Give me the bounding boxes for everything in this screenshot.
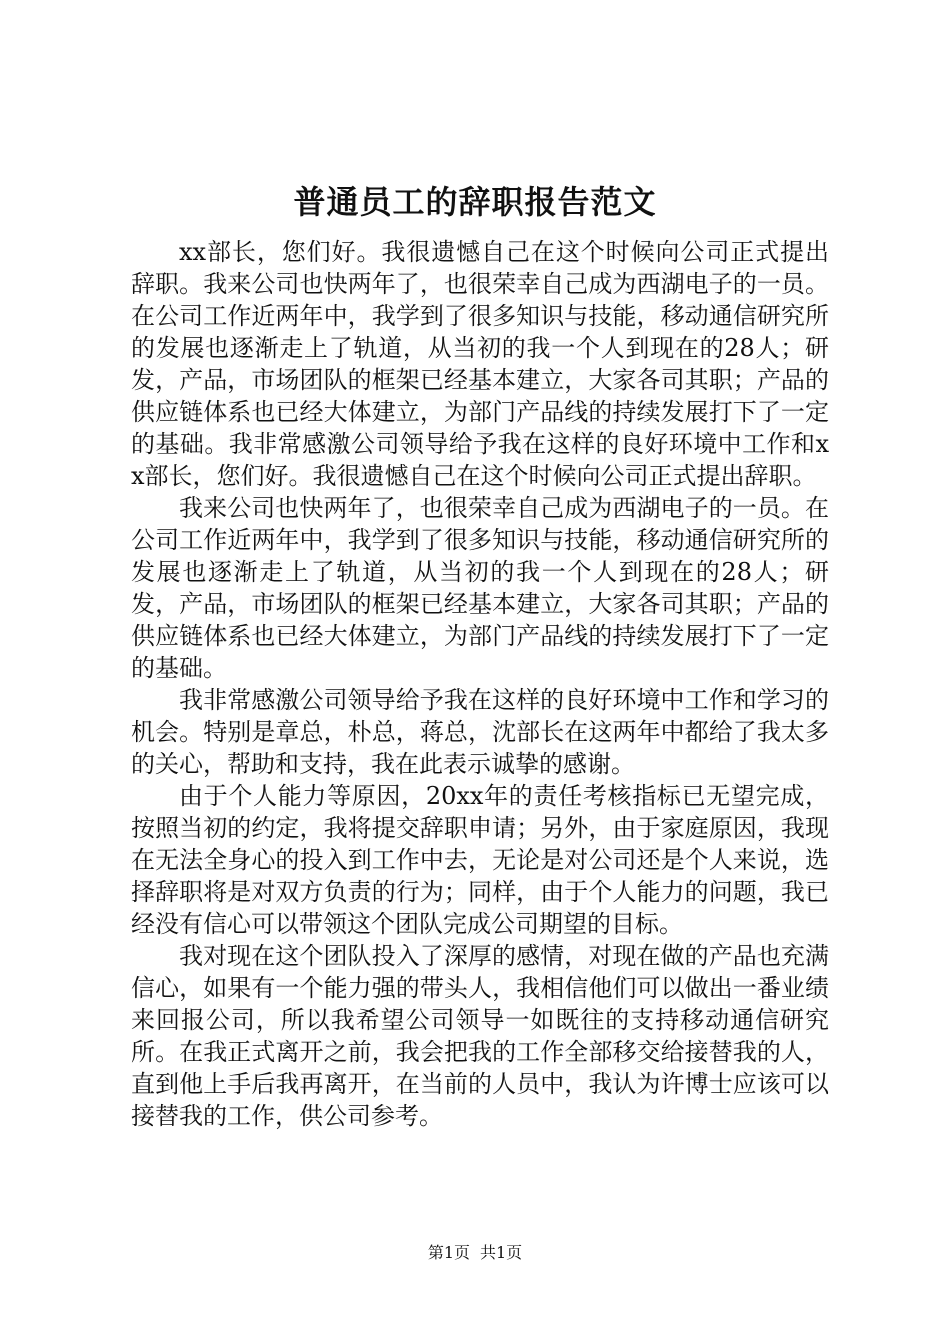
paragraph-5: 我对现在这个团队投入了深厚的感情，对现在做的产品也充满信心，如果有一个能力强的带头人，我相信他们可以做出一番业绩来回报公司，所以我希望公司领导一如既往的支持移动通信研究所。在我正式离开之前，我会把我的工作全部移交给接替我的人，直到他上手后我再离开，在当前的人员中，我认为许博士应该可以接替我的工作，供公司参考。 — [131, 942, 829, 1130]
document-title: 普通员工的辞职报告范文 — [293, 183, 657, 221]
page-number: 第1页 — [427, 1243, 470, 1262]
paragraph-3: 我非常感激公司领导给予我在这样的良好环境中工作和学习的机会。特别是章总，朴总，蒋总，沈部长在这两年中都给了我太多的关心，帮助和支持，我在此表示诚挚的感谢。 — [131, 686, 829, 778]
paragraph-4: 由于个人能力等原因，20xx年的责任考核指标已无望完成，按照当初的约定，我将提交辞职申请；另外，由于家庭原因，我现在无法全身心的投入到工作中去，无论是对公司还是个人来说，选择辞职将是对双方负责的行为；同样，由于个人能力的问题，我已经没有信心可以带领这个团队完成公司期望的目标。 — [131, 782, 829, 938]
page-total: 共1页 — [480, 1243, 523, 1262]
paragraph-1: xx部长，您们好。我很遗憾自己在这个时候向公司正式提出辞职。我来公司也快两年了，也很荣幸自己成为西湖电子的一员。在公司工作近两年中，我学到了很多知识与技能，移动通信研究所的发展也逐渐走上了轨道，从当初的我一个人到现在的28人；研发，产品，市场团队的框架已经基本建立，大家各司其职；产品的供应链体系也已经大体建立，为部门产品线的持续发展打下了一定的基础。我非常感激公司领导给予我在这样的良好环境中工作和xx部长，您们好。我很遗憾自己在这个时候向公司正式提出辞职。 — [131, 238, 829, 490]
document-body — [131, 236, 829, 1132]
paragraph-2: 我来公司也快两年了，也很荣幸自己成为西湖电子的一员。在公司工作近两年中，我学到了很多知识与技能，移动通信研究所的发展也逐渐走上了轨道，从当初的我一个人到现在的28人；研发，产品，市场团队的框架已经基本建立，大家各司其职；产品的供应链体系也已经大体建立，为部门产品线的持续发展打下了一定的基础。 — [131, 494, 829, 682]
page-footer — [0, 1242, 950, 1264]
